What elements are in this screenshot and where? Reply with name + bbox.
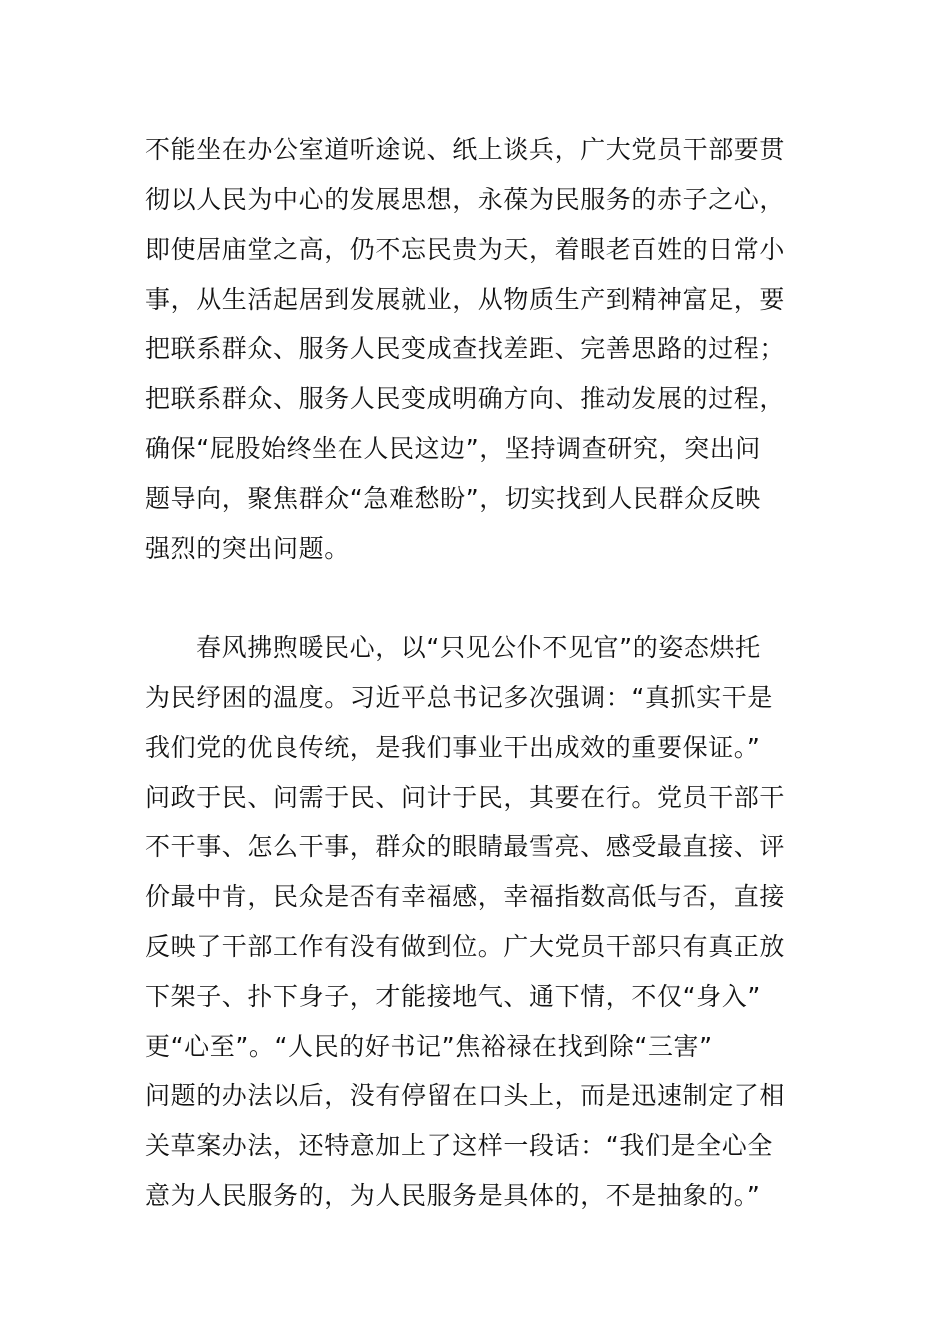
text-line: 意为人民服务的，为人民服务是具体的，不是抽象的。”: [145, 1181, 761, 1210]
text-line: 关草案办法，还特意加上了这样一段话：“我们是全心全: [145, 1131, 773, 1160]
text-line: 即使居庙堂之高，仍不忘民贵为天，着眼老百姓的日常小: [145, 235, 786, 264]
text-line: 不能坐在办公室道听途说、纸上谈兵，广大党员干部要贯: [145, 135, 786, 164]
text-line: 反映了干部工作有没有做到位。广大党员干部只有真正放: [145, 932, 786, 961]
text-line: 下架子、扑下身子，才能接地气、通下情，不仅“身入”: [145, 982, 761, 1011]
text-line: 不干事、怎么干事，群众的眼睛最雪亮、感受最直接、评: [145, 832, 786, 861]
text-line: 事，从生活起居到发展就业，从物质生产到精神富足，要: [145, 285, 786, 314]
text-line: 把联系群众、服务人民变成查找差距、完善思路的过程；: [145, 334, 786, 363]
text-line: 我们党的优良传统，是我们事业干出成效的重要保证。”: [145, 733, 761, 762]
text-line: 为民纾困的温度。习近平总书记多次强调：“真抓实干是: [145, 683, 773, 712]
text-line: 确保“屁股始终坐在人民这边”，坚持调查研究，突出问: [145, 434, 761, 463]
text-line: 强烈的突出问题。: [145, 534, 350, 563]
text-line: 问题的办法以后，没有停留在口头上，而是迅速制定了相: [145, 1081, 786, 1110]
text-line: 价最中肯，民众是否有幸福感，幸福指数高低与否，直接: [145, 882, 786, 911]
text-line: 把联系群众、服务人民变成明确方向、推动发展的过程，: [145, 384, 786, 413]
text-line: 问政于民、问需于民、问计于民，其要在行。党员干部干: [145, 783, 786, 812]
text-line: 题导向，聚焦群众“急难愁盼”，切实找到人民群众反映: [145, 484, 761, 513]
text-line: 更“心至”。“人民的好书记”焦裕禄在找到除“三害”: [145, 1032, 713, 1061]
text-line: 春风拂煦暖民心，以“只见公仆不见官”的姿态烘托: [196, 633, 761, 662]
text-line: 彻以人民为中心的发展思想，永葆为民服务的赤子之心，: [145, 185, 786, 214]
